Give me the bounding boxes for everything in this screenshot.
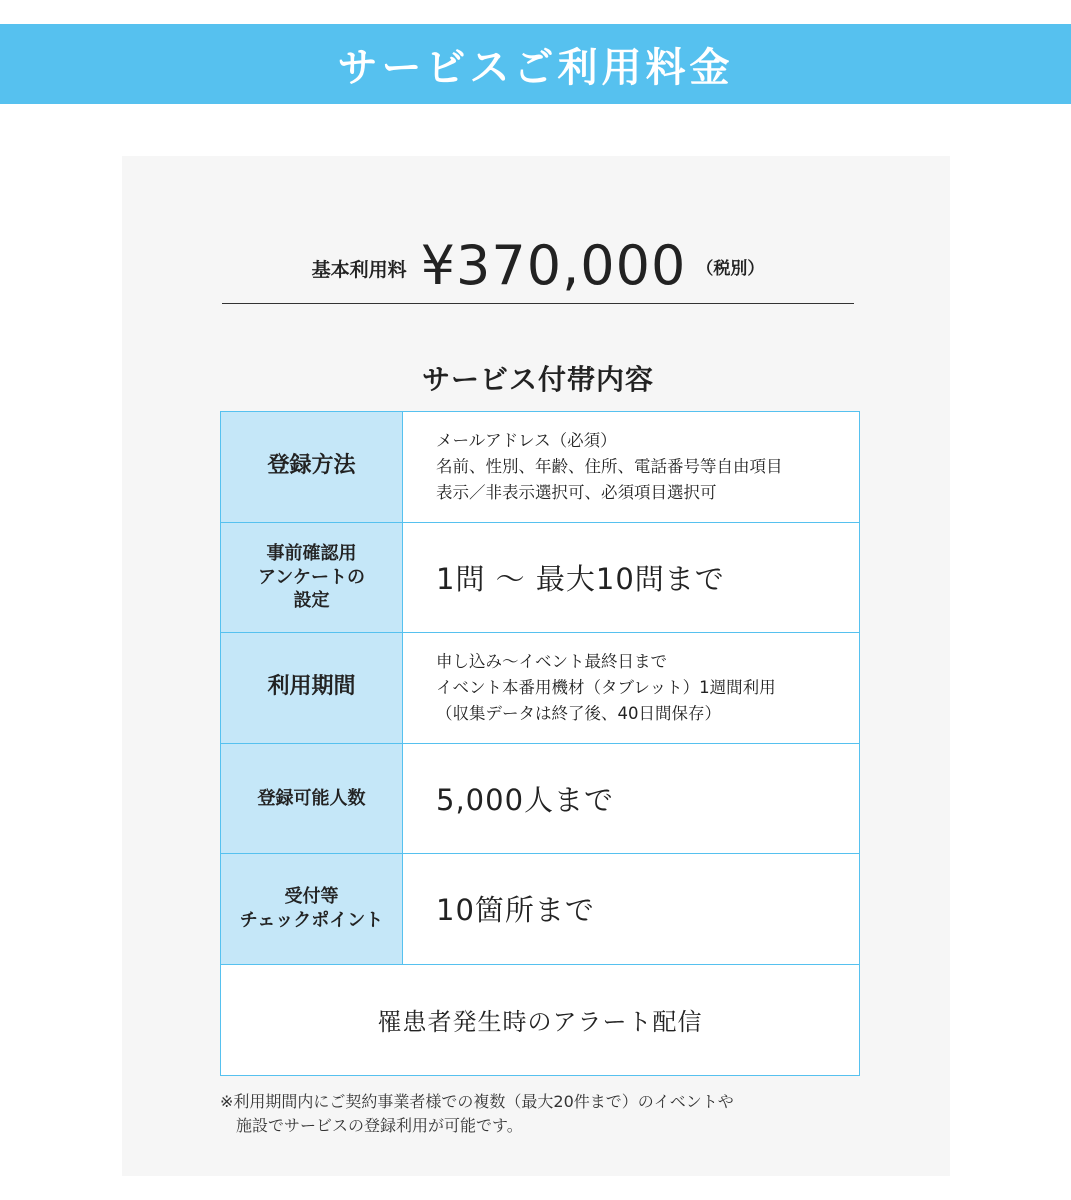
footnote-line: 施設でサービスの登録利用が可能です。 xyxy=(236,1116,523,1135)
feature-row-registration xyxy=(221,412,859,523)
feature-value-line: 申し込み～イベント最終日まで xyxy=(436,651,667,671)
feature-value xyxy=(403,854,859,964)
feature-row-survey xyxy=(221,523,859,634)
feature-value-text: 1問 ～ 最大10問まで xyxy=(436,561,725,596)
feature-label: 登録可能人数 xyxy=(221,744,403,854)
feature-value xyxy=(403,744,859,854)
feature-label-line: 事前確認用 xyxy=(266,543,357,565)
price-label: 基本利用料 xyxy=(311,259,407,281)
price-row xyxy=(222,228,854,304)
feature-value-line: イベント本番用機材（タブレット）1週間利用 xyxy=(436,677,776,697)
price-value: ¥370,000 xyxy=(420,234,687,297)
features-table xyxy=(220,411,860,1076)
feature-label-line: チェックポイント xyxy=(239,909,384,931)
feature-row-capacity xyxy=(221,744,859,855)
feature-label-line: アンケートの xyxy=(258,566,365,588)
feature-value-text: 10箇所まで xyxy=(436,893,595,928)
header-bar xyxy=(0,24,1071,104)
feature-label-line: 設定 xyxy=(293,589,330,611)
section-title: サービス付帯内容 xyxy=(421,363,654,396)
feature-full-text: 罹患者発生時のアラート配信 xyxy=(377,1008,703,1036)
feature-row-checkpoints xyxy=(221,854,859,965)
feature-value xyxy=(403,633,859,743)
feature-row-alert xyxy=(221,965,859,1076)
feature-value-line: 表示／非表示選択可、必須項目選択可 xyxy=(436,482,717,502)
footnote xyxy=(220,1090,850,1138)
feature-label xyxy=(221,523,403,633)
feature-label: 登録方法 xyxy=(221,412,403,522)
feature-row-period xyxy=(221,633,859,744)
feature-label: 利用期間 xyxy=(221,633,403,743)
feature-value-text: 5,000人まで xyxy=(436,782,615,817)
page-title: サービスご利用料金 xyxy=(337,44,734,91)
feature-label-line: 受付等 xyxy=(284,886,339,908)
feature-value-line: メールアドレス（必須） xyxy=(436,430,617,450)
feature-value-line: （収集データは終了後、40日間保存） xyxy=(436,703,721,723)
feature-label xyxy=(221,854,403,964)
feature-value xyxy=(403,412,859,522)
feature-value xyxy=(403,523,859,633)
footnote-line: ※利用期間内にご契約事業者様での複数（最大20件まで）のイベントや xyxy=(220,1092,734,1111)
feature-value-line: 名前、性別、年齢、住所、電話番号等自由項目 xyxy=(436,456,783,476)
tax-note: （税別） xyxy=(696,259,765,279)
